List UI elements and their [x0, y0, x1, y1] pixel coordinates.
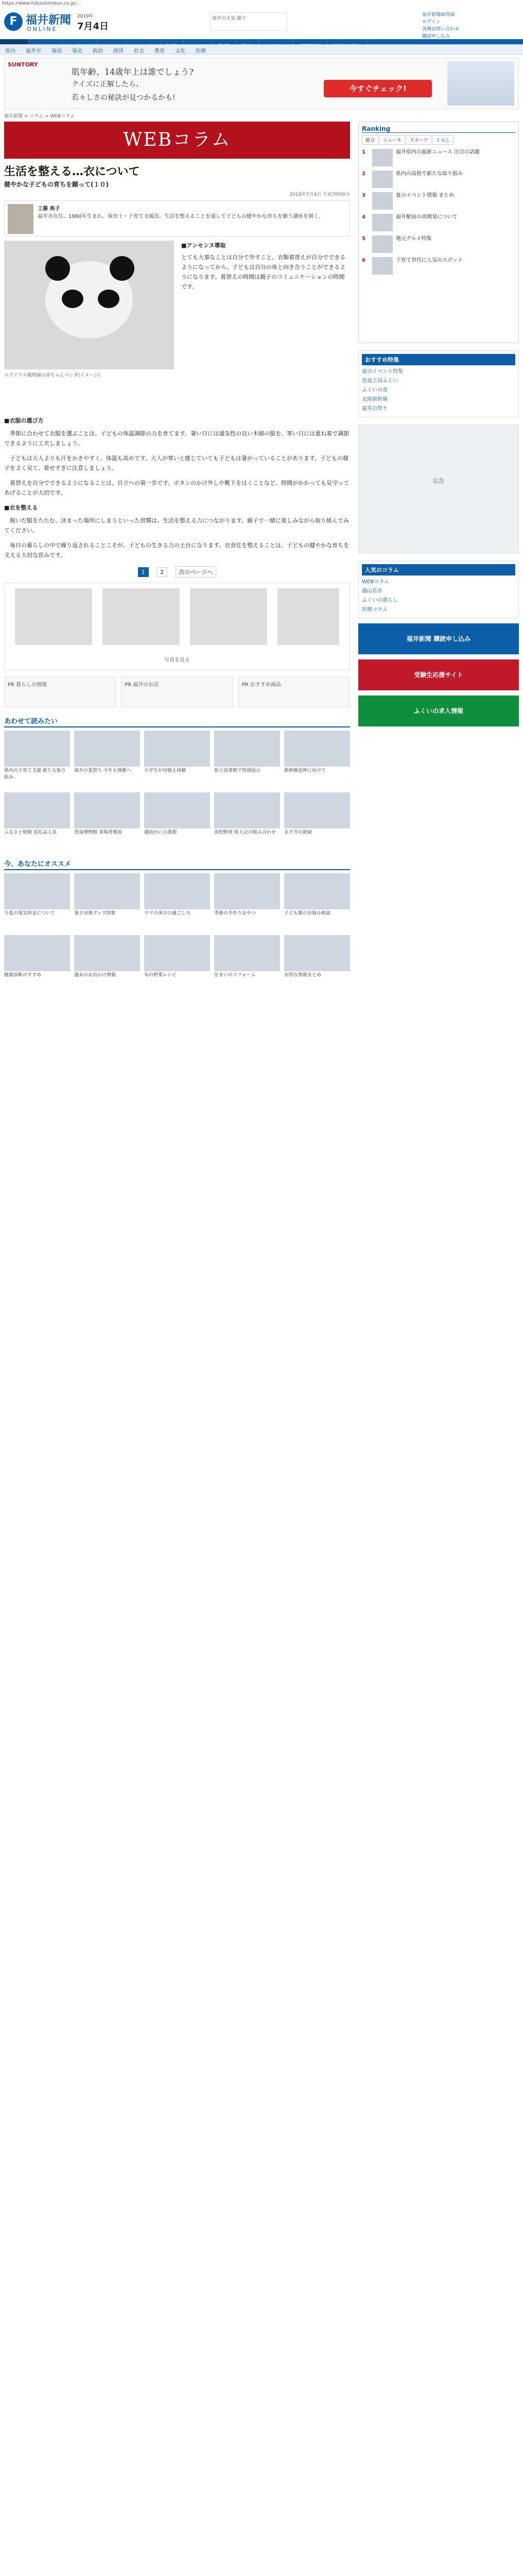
ad-box[interactable]: PR 暮らしの情報 — [4, 676, 116, 707]
thumb-image — [284, 935, 350, 971]
site-logo[interactable] — [4, 10, 71, 34]
thumb-image — [214, 873, 280, 909]
author-text — [38, 205, 346, 221]
header-link[interactable]: 購読申し込み — [422, 34, 450, 39]
pickup-item[interactable] — [144, 935, 210, 993]
ad-box[interactable]: PR 福井のお店 — [121, 676, 233, 707]
header-date — [77, 12, 109, 32]
photo-gallery — [4, 583, 350, 670]
recommend-item[interactable] — [214, 792, 280, 850]
article-photo[interactable] — [4, 241, 174, 369]
paragraph: 着替えを自分でできるようになることは、自立への第一歩です。ボタンのかけ外しや靴下をはくことなど、時間がかかっても見守ってあげることが大切です。 — [4, 480, 350, 496]
recommend-item[interactable] — [284, 731, 350, 788]
recommend-item[interactable] — [74, 792, 140, 850]
thumb-image — [144, 792, 210, 828]
thumb-image — [144, 873, 210, 909]
side-block — [358, 561, 519, 618]
ranking-box — [358, 122, 519, 343]
rank-number: 3 — [362, 193, 365, 198]
pickup-item[interactable] — [74, 873, 140, 931]
ranking-item[interactable] — [362, 235, 515, 253]
recommend-item[interactable] — [74, 731, 140, 788]
pager — [4, 566, 350, 578]
article-body — [4, 416, 350, 560]
author-avatar — [8, 204, 33, 234]
thumb-caption: 新幹線延伸に向けて — [284, 768, 326, 773]
logo-sub: ONLINE — [27, 26, 58, 32]
side-block-title: 人気のコラム — [362, 564, 515, 575]
ranking-tab[interactable]: 総合 — [362, 135, 378, 145]
thumb-image — [74, 935, 140, 971]
header-link[interactable]: ログイン — [422, 20, 441, 25]
article-subtitle: 健やかな子どもの育ちを願って(１０) — [4, 181, 109, 188]
date-year: 2019年 — [77, 14, 94, 19]
header-link[interactable]: 各種お問い合わせ — [422, 27, 460, 32]
thumb-image — [284, 792, 350, 828]
pickup-item[interactable] — [284, 873, 350, 931]
sidebar — [358, 122, 519, 726]
header-links — [422, 11, 520, 40]
recommend-title: あわせて読みたい — [4, 716, 350, 727]
thumb-caption: 越前がにの漁期 — [144, 830, 177, 835]
ranking-title: Ranking — [362, 125, 515, 133]
site-header — [0, 8, 523, 44]
side-block-title: おすすめ特集 — [362, 354, 515, 365]
pickup-title: 今、あなたにオススメ — [4, 858, 350, 870]
thumb-caption: 小学生が田植え体験 — [144, 768, 186, 773]
thumb-image — [4, 935, 70, 971]
rank-number: 4 — [362, 214, 365, 220]
banner-copy: 肌年齢、14歳年上は誰でしょう? — [72, 67, 194, 77]
side-link[interactable]: 北陸新幹線 — [362, 397, 388, 402]
subnav-item[interactable]: 医療 — [196, 48, 206, 54]
rank-number: 2 — [362, 171, 365, 177]
side-link[interactable]: 越山若水 — [362, 588, 382, 594]
rank-thumb — [372, 235, 393, 253]
banner-cta-button[interactable]: 今すぐチェック! — [324, 80, 432, 97]
thumb-caption: 県立図書館で特別展示 — [214, 768, 261, 773]
subnav-item[interactable]: 県内 — [5, 48, 15, 54]
side-banner[interactable]: 福井新聞 購読申し込み — [358, 623, 519, 654]
sub-nav — [0, 44, 523, 55]
rank-number: 6 — [362, 258, 365, 263]
recommend-item[interactable] — [144, 792, 210, 850]
rank-text: 県内の高校で新たな取り組み — [396, 171, 463, 177]
recommend-item[interactable] — [214, 731, 280, 788]
url-bar[interactable]: https://www.fukuishimbun.co.jp/... — [2, 1, 81, 6]
pickup-item[interactable] — [74, 935, 140, 993]
ranking-tab[interactable]: スポーツ — [406, 135, 432, 145]
pickup-item[interactable] — [4, 873, 70, 931]
thumb-image — [4, 731, 70, 767]
pager-next[interactable]: 次のページへ — [176, 566, 217, 578]
side-link[interactable]: ふくいの暮らし — [362, 598, 398, 603]
ranking-tab[interactable]: くらし — [432, 135, 454, 145]
thumb-caption: 健康診断のすすめ — [4, 973, 42, 978]
thumb-image — [214, 935, 280, 971]
author-bio: 福井市在住。1960年生まれ。保育士・子育て支援員。生活を整えることを通して子どもの健やかな育ちを願う講座を開く。 — [38, 214, 324, 219]
side-link[interactable]: ふくいの食 — [362, 387, 388, 393]
panda-ear — [45, 256, 70, 281]
rank-thumb — [372, 171, 393, 188]
recommend-grid — [4, 731, 350, 850]
thumb-caption: 永平寺の新緑 — [284, 830, 312, 835]
side-ad[interactable]: 広告 — [358, 425, 519, 553]
subnav-item[interactable]: 文化 — [175, 48, 185, 54]
banner-copy: 若々しさの秘訣が見つかるかも! — [72, 94, 176, 102]
pickup-item[interactable] — [214, 873, 280, 931]
photo-caption: エクアドル動物園の赤ちゃんパンダ(イメージ) — [4, 373, 100, 378]
rank-thumb — [372, 192, 393, 210]
rank-text: 福井駅前の再開発について — [396, 214, 458, 220]
thumb-caption: 恐竜博物館 来場者増加 — [74, 830, 122, 835]
article-title: 生活を整える…衣について — [4, 165, 140, 178]
rank-thumb — [372, 257, 393, 275]
thumb-caption: 県内の子育て支援 新たな取り組み — [4, 768, 66, 780]
side-link[interactable]: 医療コラム — [362, 607, 388, 613]
paragraph: 脱いだ服をたたむ、決まった場所にしまうといった習慣は、生活を整える力につながります。親子で一緒に楽しみながら取り組んでみてください。 — [4, 517, 349, 534]
rank-text: 福井県内の最新ニュース 注目の話題 — [396, 149, 480, 155]
ranking-tabs — [362, 135, 515, 145]
side-link[interactable]: 福井の祭り — [362, 406, 388, 412]
gallery-image[interactable] — [190, 588, 267, 645]
banner-copy: クイズに正解したら、 — [72, 80, 144, 89]
thumb-caption: ふるさと納税 返礼品人気 — [4, 830, 57, 835]
article-side-text — [181, 241, 350, 292]
thumb-image — [74, 792, 140, 828]
thumb-image — [214, 731, 280, 767]
subnav-item[interactable]: 政治 — [93, 48, 103, 54]
thumb-caption: 旬の野菜レシピ — [144, 973, 177, 978]
date-day: 7月4日 — [77, 21, 109, 32]
side-paragraph: とても大事なことは自分で外すこと。衣類着替えが自分でできるようになってから、子どもは自分の体と向き合うことができるようになります。着替えの時間は親子のコミュニケーションの時間です。 — [181, 254, 345, 290]
paragraph: 毎日の暮らしの中で繰り返されることこそが、子どもの生きる力の土台になります。衣食住を整えることは、子どもの健やかな育ちを支える大切な営みです。 — [4, 542, 350, 558]
subnav-item[interactable]: 経済 — [113, 48, 124, 54]
weather-widget[interactable]: 福井の天気 曇り — [210, 12, 287, 31]
side-block — [358, 350, 519, 417]
side-list — [362, 367, 515, 414]
rank-number: 1 — [362, 149, 365, 155]
side-banner[interactable]: ふくいの求人情報 — [358, 696, 519, 726]
gallery-image[interactable] — [277, 588, 339, 645]
thumb-caption: ママの休日の過ごし方 — [144, 911, 191, 916]
breadcrumb[interactable]: 福井新聞 > コラム > WEBコラム — [4, 114, 75, 119]
ranking-tab[interactable]: ニュース — [379, 135, 405, 145]
banner-image — [447, 61, 514, 106]
gallery-image[interactable] — [102, 588, 180, 645]
thumb-caption: 週末のお出かけ情報 — [74, 973, 116, 978]
side-banner[interactable]: 受験生応援サイト — [358, 659, 519, 690]
logo-text: 福井新聞 — [26, 13, 72, 27]
ranking-item[interactable] — [362, 171, 515, 188]
recommend-item[interactable] — [4, 731, 70, 788]
article-date: 2019年7月4日 午前7時00分 — [289, 192, 350, 197]
thumb-image — [144, 935, 210, 971]
thumb-caption: 季節の手作りおやつ — [214, 911, 256, 916]
subnav-item[interactable]: 福井市 — [26, 48, 41, 54]
section-heading: ■衣を整える — [4, 504, 38, 511]
section-heading: ■衣服の選び方 — [4, 417, 44, 424]
side-link[interactable]: 恐竜王国ふくい — [362, 378, 398, 384]
side-heading: ■アンセンヌ導取 — [181, 242, 226, 249]
thumb-caption: 暑さ対策グッズ特集 — [74, 911, 116, 916]
banner-brand: SUNTORY — [8, 61, 38, 68]
rank-text: 子育て世代に人気のスポット — [396, 258, 463, 263]
thumb-image — [214, 792, 280, 828]
rank-thumb — [372, 149, 393, 166]
ad-box[interactable]: PR おすすめ商品 — [238, 676, 350, 707]
rank-thumb — [372, 214, 393, 231]
pickup-item[interactable] — [4, 935, 70, 993]
pickup-item[interactable] — [214, 935, 280, 993]
rank-text: 地元グルメ特集 — [396, 236, 432, 242]
panda-eye — [62, 290, 83, 308]
subnav-item[interactable]: 教育 — [154, 48, 165, 54]
side-link[interactable]: 夏のイベント特集 — [362, 369, 403, 375]
pager-page[interactable]: 1 — [138, 567, 149, 577]
thumb-image — [4, 873, 70, 909]
top-ad-banner[interactable] — [4, 58, 519, 109]
side-list — [362, 578, 515, 615]
rank-number: 5 — [362, 236, 365, 242]
gallery-nav[interactable]: 写真を見る — [164, 657, 190, 663]
ranking-item[interactable] — [362, 257, 515, 275]
pager-page[interactable]: 2 — [156, 567, 167, 577]
pickup-grid — [4, 873, 350, 993]
thumb-image — [4, 792, 70, 828]
paragraph: 子どもは大人よりも汗をかきやすく、体温も高めです。大人が寒いと感じていても子どもは暑がっていることがあります。子どもの様子をよく見て、着せすぎに注意しましょう。 — [4, 455, 349, 471]
subnav-item[interactable]: 嶺北 — [72, 48, 82, 54]
side-link[interactable]: WEBコラム — [362, 579, 389, 585]
thumb-caption: 住まいのリフォーム — [214, 973, 256, 978]
ranking-item[interactable] — [362, 192, 515, 210]
thumb-image — [284, 731, 350, 767]
ad-row — [4, 676, 350, 707]
column-banner: WEBコラム — [4, 122, 350, 159]
thumb-image — [284, 873, 350, 909]
thumb-caption: お得な情報まとめ — [284, 973, 322, 978]
rank-text: 夏のイベント情報 まとめ — [396, 193, 455, 198]
recommend-item[interactable] — [4, 792, 70, 850]
paragraph: 季節に合わせて衣服を選ぶことは、子どもの体温調節の力を育てます。暑い日には通気性の良い木綿の服を、寒い日には重ね着で調節できるように工夫しましょう。 — [4, 430, 350, 447]
pickup-item[interactable] — [144, 873, 210, 931]
subnav-item[interactable]: 嶺南 — [51, 48, 62, 54]
main-column — [4, 122, 350, 993]
article-photo-row — [4, 241, 350, 411]
thumb-image — [74, 873, 140, 909]
thumb-image — [74, 731, 140, 767]
recommend-item[interactable] — [144, 731, 210, 788]
subnav-item[interactable]: 社会 — [134, 48, 144, 54]
ranking-item[interactable] — [362, 149, 515, 166]
panda-eye — [98, 290, 119, 308]
thumb-caption: 福井の夏祭り 今年も開催へ — [74, 768, 131, 773]
ranking-item[interactable] — [362, 214, 515, 231]
thumb-caption: 子ども服のお悩み相談 — [284, 911, 331, 916]
gallery-image[interactable] — [15, 588, 92, 645]
header-link[interactable]: 福井新聞ID登録 — [422, 12, 455, 18]
author-box — [4, 200, 350, 236]
pickup-item[interactable] — [284, 935, 350, 993]
logo-mark-icon: F — [4, 12, 23, 31]
recommend-item[interactable] — [284, 792, 350, 850]
thumb-caption: 高校野球 県大会の組み合わせ — [214, 830, 276, 835]
thumb-caption: 今夏の電気料金について — [4, 911, 55, 916]
author-name: 工藤 典子 — [38, 206, 60, 212]
panda-ear — [110, 256, 134, 281]
thumb-image — [144, 731, 210, 767]
